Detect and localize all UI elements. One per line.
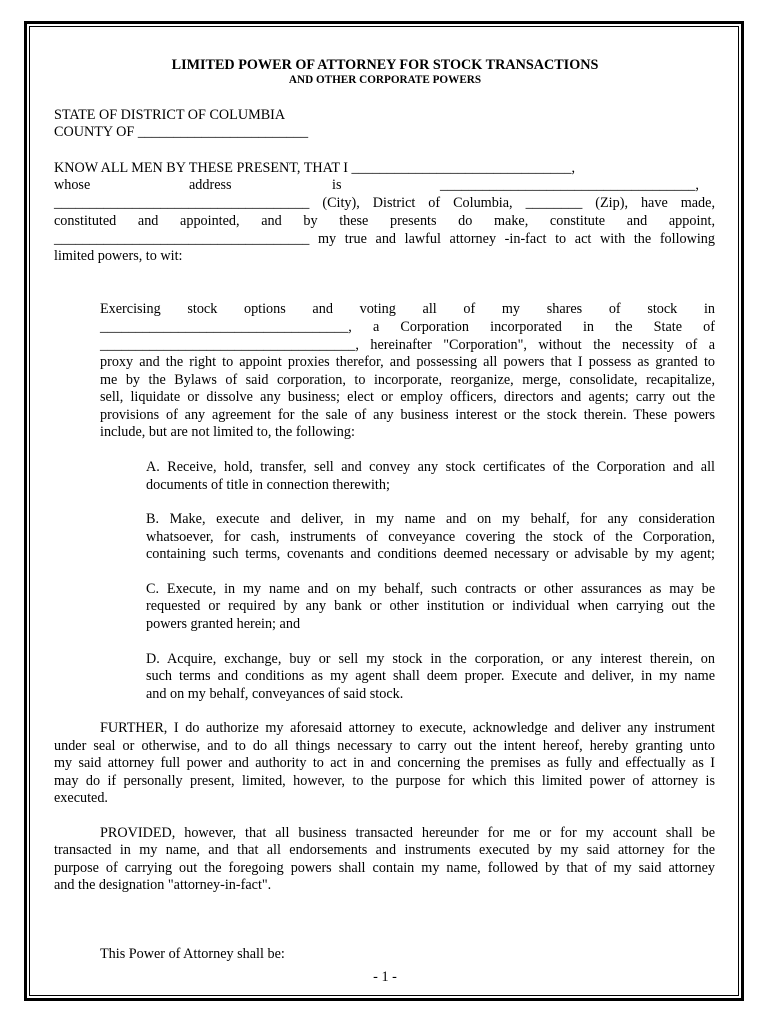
exercising-line-1: Exercising stock options and voting all of my shares of stock in — [100, 301, 715, 317]
intro-line-6: limited powers, to wit: — [54, 248, 183, 264]
provided-line-4: and the designation "attorney-in-fact". — [54, 877, 272, 893]
provided-line-2: transacted in my name, and that all endorsements and instruments executed by my said attorney for the — [54, 842, 715, 858]
item-c-line-3: powers granted herein; and — [146, 616, 301, 632]
item-a-line-2: documents of title in connection therewith; — [146, 477, 390, 493]
closing-line: This Power of Attorney shall be: — [100, 946, 285, 962]
provided-line-3: purpose of carrying out the foregoing powers shall contain my name, followed by that of my said attorney — [54, 860, 715, 876]
exercising-line-4: proxy and the right to appoint proxies therefor, and possessing all powers that I possess as granted to — [100, 354, 715, 370]
provided-line-1: PROVIDED, however, that all business transacted hereunder for me or for my account shall be — [100, 825, 715, 841]
intro-address-blank: ____________________________________, — [440, 177, 699, 193]
item-d-line-3: and on my behalf, conveyances of said stock. — [146, 686, 404, 702]
intro-whose: whose — [54, 177, 91, 193]
item-c-line-2: requested or required by any bank or other institution or individual when carrying out the — [146, 598, 715, 614]
exercising-line-2: ___________________________________, a Corporation incorporated in the State of — [100, 319, 715, 335]
intro-line-3: ____________________________________ (City), District of Columbia, ________ (Zip), have made, — [54, 195, 715, 211]
item-d-line-2: such terms and conditions as my agent shall deem proper. Execute and deliver, in my name — [146, 668, 715, 684]
item-d-line-1: D. Acquire, exchange, buy or sell my stock in the corporation, or any interest therein, on — [146, 651, 715, 667]
page-number: - 1 - — [373, 969, 397, 985]
exercising-line-7: provisions of any agreement for the sale of any business interest or the stock therein. These powers — [100, 407, 715, 423]
item-c-line-1: C. Execute, in my name and on my behalf, such contracts or other assurances as may be — [146, 581, 715, 597]
exercising-line-6: sell, liquidate or dissolve any business; elect or employ officers, directors and agents; carry out the — [100, 389, 715, 405]
intro-address: address — [189, 177, 232, 193]
further-line-5: executed. — [54, 790, 108, 806]
document-title: LIMITED POWER OF ATTORNEY FOR STOCK TRANSACTIONS — [171, 57, 599, 73]
intro-line-4: constituted and appointed, and by these presents do make, constitute and appoint, — [54, 213, 715, 229]
further-line-4: may do if personally present, limited, however, to the purpose for which this limited power of attorney is — [54, 773, 715, 789]
item-a-line-1: A. Receive, hold, transfer, sell and convey any stock certificates of the Corporation and all — [146, 459, 715, 475]
item-b-line-2: whatsoever, for cash, instruments of conveyance covering the stock of the Corporation, — [146, 529, 715, 545]
further-line-1: FURTHER, I do authorize my aforesaid attorney to execute, acknowledge and deliver any instrument — [100, 720, 715, 736]
exercising-line-8: include, but are not limited to, the following: — [100, 424, 355, 440]
item-b-line-1: B. Make, execute and deliver, in my name and on my behalf, for any consideration — [146, 511, 715, 527]
county-line: COUNTY OF ________________________ — [54, 124, 309, 140]
document-subtitle: AND OTHER CORPORATE POWERS — [288, 74, 482, 86]
state-line: STATE OF DISTRICT OF COLUMBIA — [54, 107, 286, 123]
intro-line-5: ____________________________________ my true and lawful attorney -in-fact to act with the following — [54, 231, 715, 247]
exercising-line-5: me by the Bylaws of said corporation, to incorporate, reorganize, merge, consolidate, recapitalize, — [100, 372, 715, 388]
further-line-3: my said attorney full power and authority to act in and concerning the premises as fully and effectually as I — [54, 755, 715, 771]
intro-line-1: KNOW ALL MEN BY THESE PRESENT, THAT I _______________________________, — [54, 160, 575, 176]
exercising-line-3: ____________________________________, hereinafter "Corporation", without the necessity of a — [100, 337, 715, 353]
item-b-line-3: containing such terms, covenants and conditions deemed necessary or advisable by my agent; — [146, 546, 715, 562]
further-line-2: under seal or otherwise, and to do all things necessary to carry out the intent hereof, hereby granting unto — [54, 738, 715, 754]
intro-is: is — [332, 177, 342, 193]
